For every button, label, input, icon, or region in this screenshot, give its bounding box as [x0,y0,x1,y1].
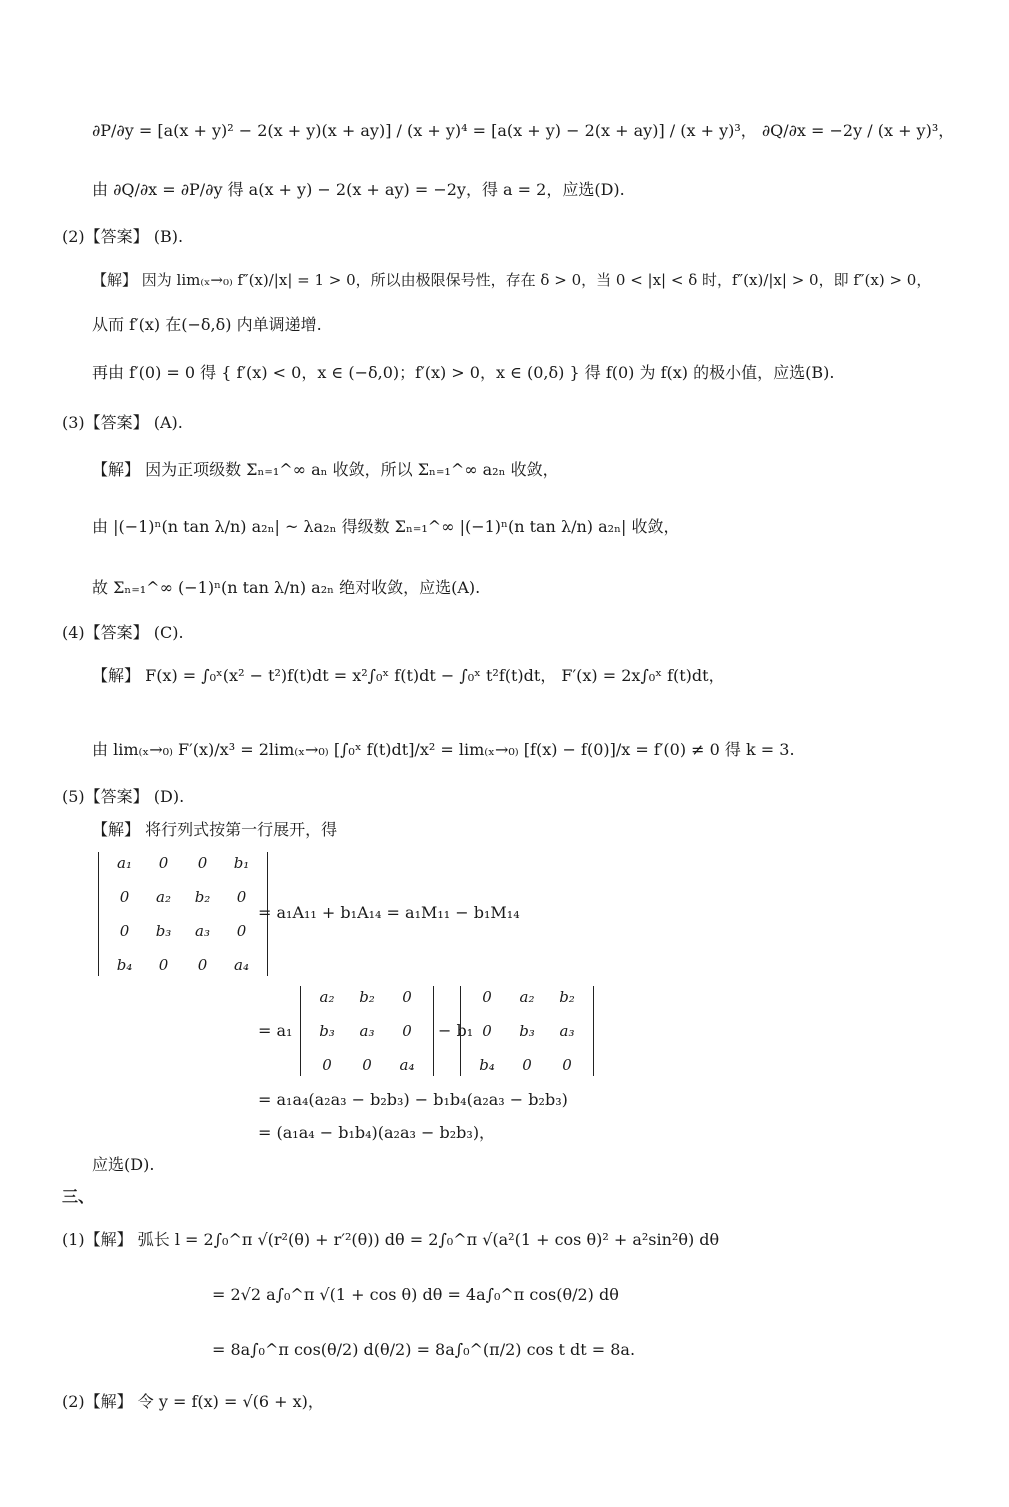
solution-2-line-2: 从而 f′(x) 在(−δ,δ) 内单调递增. [92,315,322,334]
arc-length-line-2: = 2√2 a∫₀^π √(1 + cos θ) dθ = 4a∫₀^π cos(θ/2) dθ [212,1285,619,1304]
matrix-entry: 0 [362,1056,372,1074]
solution-2-line-3: 再由 f′(0) = 0 得 { f′(x) < 0，x ∈ (−δ,0)；f′(x) > 0，x ∈ (0,δ) } 得 f(0) 为 f(x) 的极小值，应选(B). [92,363,835,382]
matrix-entry: a₂ [156,888,171,906]
arc-length-line-3: = 8a∫₀^π cos(θ/2) d(θ/2) = 8a∫₀^(π/2) cos t dt = 8a. [212,1340,636,1359]
matrix-entry: 0 [402,1022,412,1040]
matrix-entry: a₃ [195,922,210,940]
matrix-entry: a₂ [319,988,335,1006]
formula-partial-derivatives: ∂P/∂y = [a(x + y)² − 2(x + y)(x + ay)] / (x + y)⁴ = [a(x + y) − 2(x + ay)] / (x + y)³， ∂Q/∂x = −2y / (x + y)³， [92,121,955,140]
matrix-entry: 0 [119,922,130,940]
solution-2-line-1: 【解】 因为 lim₍ₓ→₀₎ f″(x)/|x| = 1 > 0，所以由极限保号性，存在 δ > 0，当 0 < |x| < δ 时，f″(x)/|x| > 0，即 f″(x) > 0， [92,271,932,289]
solution-3-line-2: 由 |(−1)ⁿ(n tan λ/n) a₂ₙ| ~ λa₂ₙ 得级数 Σₙ₌₁^∞ |(−1)ⁿ(n tan λ/n) a₂ₙ| 收敛， [92,517,680,536]
arc-length-line-1: (1)【解】 弧长 l = 2∫₀^π √(r²(θ) + r′²(θ)) dθ = 2∫₀^π √(a²(1 + cos θ)² + a²sin²θ) dθ [62,1230,720,1249]
matrix-entry: a₁ [117,854,132,872]
answer-4: (4)【答案】 (C). [62,623,184,642]
formula-condition-a: 由 ∂Q/∂x = ∂P/∂y 得 a(x + y) − 2(x + ay) = −2y，得 a = 2，应选(D). [92,180,625,199]
matrix-entry: a₂ [519,988,535,1006]
determinant-4x4 [98,852,268,976]
solution-3-line-1: 【解】 因为正项级数 Σₙ₌₁^∞ aₙ 收敛，所以 Σₙ₌₁^∞ a₂ₙ 收敛， [92,460,559,479]
matrix-entry: 0 [197,956,208,974]
expansion-result-2: = (a₁a₄ − b₁b₄)(a₂a₃ − b₂b₃)， [258,1123,496,1142]
matrix-entry: a₃ [359,1022,375,1040]
answer-2: (2)【答案】 (B). [62,227,184,246]
matrix-entry: 0 [197,854,208,872]
matrix-entry: b₂ [194,888,211,906]
matrix-entry: b₁ [233,854,250,872]
matrix-entry: 0 [236,888,247,906]
solution-3-line-3: 故 Σₙ₌₁^∞ (−1)ⁿ(n tan λ/n) a₂ₙ 绝对收敛，应选(A). [92,578,481,597]
coefficient-a1: = a₁ [258,1021,293,1040]
matrix-entry: 0 [402,988,412,1006]
matrix-entry: b₄ [479,1056,495,1074]
matrix-entry: 0 [482,1022,492,1040]
answer-3: (3)【答案】 (A). [62,413,183,432]
section-heading-3: 三、 [62,1187,95,1206]
matrix-entry: 0 [236,922,247,940]
matrix-entry: 0 [158,956,169,974]
matrix-entry: 0 [562,1056,572,1074]
solution-4-line-2: 由 lim₍ₓ→₀₎ F′(x)/x³ = 2lim₍ₓ→₀₎ [∫₀ˣ f(t)dt]/x² = lim₍ₓ→₀₎ [f(x) − f(0)]/x = f′(0) ≠ 0 得 k = 3. [92,740,795,759]
matrix-entry: 0 [322,1056,332,1074]
matrix-entry: b₃ [519,1022,535,1040]
expansion-formula: = a₁A₁₁ + b₁A₁₄ = a₁M₁₁ − b₁M₁₄ [258,903,520,922]
matrix-entry: b₄ [116,956,133,974]
minor-determinant-1 [300,986,434,1076]
solution-3-2-intro: (2)【解】 令 y = f(x) = √(6 + x)， [62,1392,324,1411]
matrix-entry: b₂ [359,988,375,1006]
coefficient-b1: − b₁ [438,1021,474,1040]
conclusion-5: 应选(D). [92,1155,155,1174]
matrix-entry: 0 [119,888,130,906]
matrix-entry: b₃ [155,922,172,940]
expansion-result-1: = a₁a₄(a₂a₃ − b₂b₃) − b₁b₄(a₂a₃ − b₂b₃) [258,1090,568,1109]
matrix-entry: a₄ [234,956,249,974]
matrix-entry: 0 [482,988,492,1006]
solution-4-line-1: 【解】 F(x) = ∫₀ˣ(x² − t²)f(t)dt = x²∫₀ˣ f(t)dt − ∫₀ˣ t²f(t)dt， F′(x) = 2x∫₀ˣ f(t)dt， [92,666,725,685]
matrix-entry: b₂ [559,988,575,1006]
solution-5-intro: 【解】 将行列式按第一行展开，得 [92,820,338,839]
matrix-entry: a₃ [559,1022,575,1040]
matrix-entry: 0 [522,1056,532,1074]
minor-determinant-2 [460,986,594,1076]
matrix-entry: b₃ [319,1022,335,1040]
answer-5: (5)【答案】 (D). [62,787,185,806]
matrix-entry: 0 [158,854,169,872]
matrix-entry: a₄ [399,1056,415,1074]
